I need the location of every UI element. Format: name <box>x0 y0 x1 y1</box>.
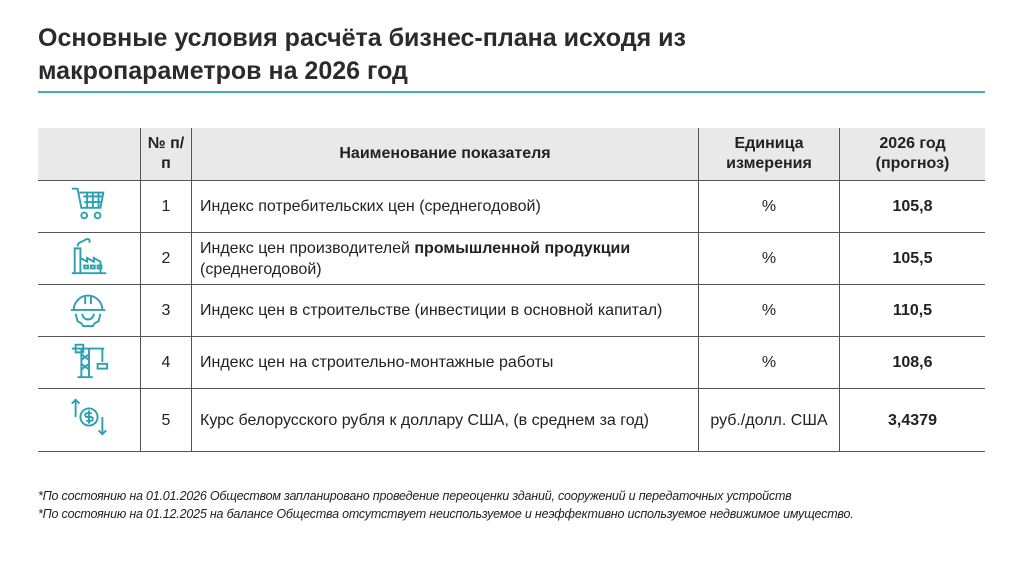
table-row <box>38 285 985 337</box>
currency-exchange-icon <box>66 396 112 438</box>
row-icon-cell <box>38 233 141 285</box>
footnotes <box>38 487 854 523</box>
row-num: 2 <box>141 233 192 285</box>
row-name-text: Индекс цен производителей <box>200 239 415 257</box>
row-value: 3,4379 <box>840 389 986 452</box>
row-icon-cell <box>38 285 141 337</box>
row-value: 108,6 <box>840 337 986 389</box>
indicators-table <box>38 128 985 452</box>
row-num: 1 <box>141 181 192 233</box>
row-icon-cell <box>38 181 141 233</box>
hardhat-gear-icon <box>66 287 112 329</box>
row-unit: % <box>699 337 840 389</box>
header-name: Наименование показателя <box>192 128 699 181</box>
row-name-text: Индекс цен в строительстве (инвестиции в основной капитал) <box>200 302 663 319</box>
row-name <box>192 285 699 337</box>
factory-icon <box>66 235 112 277</box>
row-name-text: Курс белорусского рубля к доллару США, (в среднем за год) <box>200 411 649 429</box>
shopping-cart-icon <box>66 183 112 225</box>
row-icon-cell <box>38 337 141 389</box>
row-unit: % <box>699 181 840 233</box>
row-name <box>192 337 699 389</box>
row-name-text: Индекс цен на строительно-монтажные работы <box>200 354 554 371</box>
row-value: 105,8 <box>840 181 986 233</box>
header-value: 2026 год (прогноз) <box>840 128 986 181</box>
row-num: 4 <box>141 337 192 389</box>
row-name-text: Индекс потребительских цен (среднегодовой) <box>200 198 541 215</box>
row-name <box>192 181 699 233</box>
crane-icon <box>66 339 112 381</box>
footnote: *По состоянию на 01.12.2025 на балансе Общества отсутствует неиспользуемое и неэффективно используемое недвижимое имущество. <box>38 507 854 521</box>
table-row <box>38 233 985 285</box>
header-icon-col <box>38 128 141 181</box>
row-num: 5 <box>141 389 192 452</box>
row-unit: % <box>699 233 840 285</box>
table-row <box>38 181 985 233</box>
row-value: 105,5 <box>840 233 986 285</box>
row-icon-cell <box>38 389 141 452</box>
row-name <box>192 233 699 285</box>
page-title: Основные условия расчёта бизнес-плана исходя из макропараметров на 2026 год <box>38 24 686 85</box>
header-unit: Единица измерения <box>699 128 840 181</box>
table-row <box>38 337 985 389</box>
table-header <box>38 128 985 181</box>
title-divider <box>38 91 985 93</box>
row-name-bold: промышленной продукции <box>414 239 631 257</box>
header-num: № п/п <box>141 128 192 181</box>
row-name <box>192 389 699 452</box>
footnote: *По состоянию на 01.01.2026 Обществом запланировано проведение переоценки зданий, сооружений и передаточных устройств <box>38 489 792 503</box>
row-value: 110,5 <box>840 285 986 337</box>
row-unit: руб./долл. США <box>699 389 840 452</box>
row-unit: % <box>699 285 840 337</box>
row-name-after: (среднегодовой) <box>200 260 322 278</box>
table-row <box>38 389 985 452</box>
row-num: 3 <box>141 285 192 337</box>
